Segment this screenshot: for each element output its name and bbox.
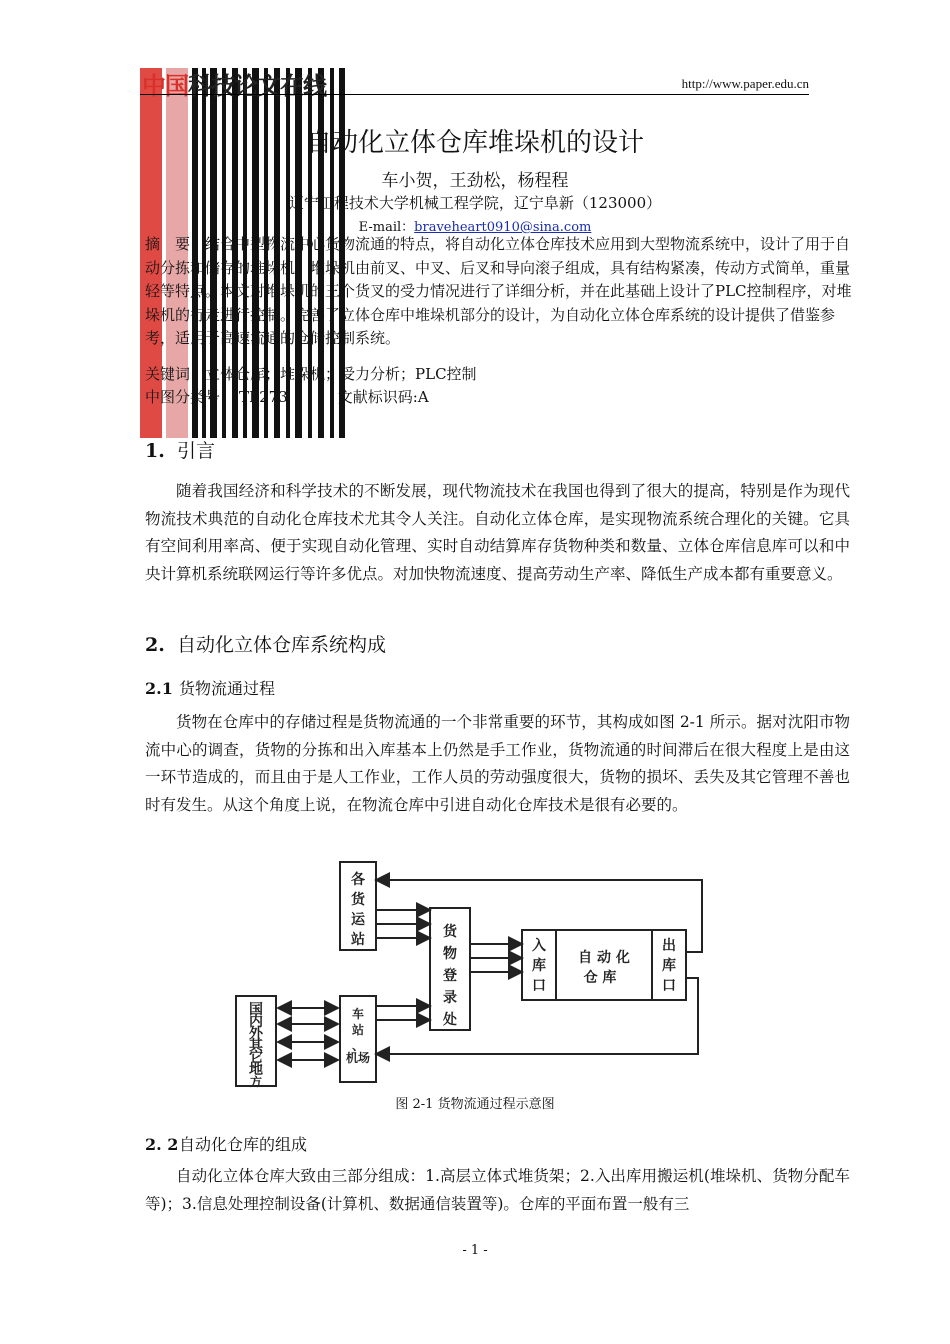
header-rule [140,94,809,95]
doc-code-label: 文献标识码: [337,388,418,406]
keywords-text: 立体仓库；堆垛机；受力分析；PLC控制 [205,365,477,383]
registry-char-2: 物 [443,946,457,962]
clc-value: TP273 [239,388,288,406]
outbound-char-3: 口 [662,978,676,994]
stations-char-2: 货 [351,892,365,908]
registry-char-1: 货 [443,924,457,940]
stations-char-4: 站 [351,932,365,948]
transport-char-1: 车 [351,1007,365,1021]
domestic-char-6: 地 [249,1062,263,1078]
journal-logo [142,66,326,101]
logo-red-text: 中国 [142,72,188,100]
registry-char-5: 处 [443,1012,457,1028]
abstract-label: 摘 要： [145,235,206,253]
domestic-char-2: 内 [249,1014,263,1030]
page-number: - 1 - [462,1243,488,1258]
email-label: E-mail： [358,220,415,235]
header-url[interactable]: http://www.paper.edu.cn [681,76,809,91]
section-title: 引言 [177,440,216,462]
keywords-label: 关键词： [145,365,206,383]
goods-flow-diagram [232,858,712,1090]
keywords [145,363,477,384]
registry-char-3: 登 [443,968,457,984]
authors: 车小贺，王劲松，杨程程 [381,171,569,191]
figure-caption: 图 2-1 货物流通过程示意图 [395,1097,555,1112]
registry-char-4: 录 [443,990,457,1006]
subsection-title: 货物流通过程 [179,679,276,698]
subsection-title: 自动化仓库的组成 [179,1135,308,1154]
logo-black-text: 科技论文在线 [188,72,326,100]
warehouse-line-2: 仓 库 [583,970,617,986]
paragraph-intro: 随着我国经济和科学技术的不断发展，现代物流技术在我国也得到了很大的提高，特别是作为现代物流技术典范的自动化仓库技术尤其令人关注。自动化立体仓库，是实现物流系统合理化的关键。它具有空间利用率高、便于实现自动化管理、实时自动结算库存货物种类和数量、立体仓库信息库可以和中央计算机系统联网运行等许多优点。对加快物流速度、提高劳动生产率、降低生产成本都有重要意义。 [145,482,850,583]
inbound-char-1: 入 [532,938,546,954]
inbound-char-3: 口 [532,978,546,994]
subsection-heading-2-1 [145,676,275,699]
section-title: 自动化立体仓库系统构成 [177,634,387,656]
warehouse-line-1: 自 动 化 [578,950,630,966]
paragraph-goods-flow: 货物在仓库中的存储过程是货物流通的一个非常重要的环节，其构成如图 2-1 所示。据对沈阳市物流中心的调查，货物的分拣和出入库基本上仍然是手工作业，货物流通的时间滞后在很大程度上是由这一环节造成的，而且由于是人工作业，工作人员的劳动强度很大，货物的损坏、丢失及其它管理不善也时有发生。从这个角度上说，在物流仓库中引进自动化仓库技术是很有必要的。 [145,713,850,814]
transport-char-2: 站 [351,1023,365,1037]
domestic-char-1: 国 [249,1002,263,1018]
domestic-char-7: 方 [249,1075,263,1089]
transport-char-3: 、 [351,1039,365,1053]
section-heading-2 [145,630,386,657]
subsection-number: 2.1 [145,679,173,698]
stations-char-3: 运 [351,912,365,928]
subsection-heading-2-2 [145,1132,307,1155]
classification [145,386,429,407]
inbound-char-2: 库 [532,958,546,974]
domestic-char-5: 它 [249,1050,263,1066]
doc-code-value: A [417,388,429,406]
section-number: 1. [145,440,165,462]
abstract [145,233,857,351]
paper-title: 自动化立体仓库堆垛机的设计 [305,128,644,158]
domestic-char-3: 外 [249,1026,263,1042]
section-number: 2. [145,634,165,656]
transport-line-2: 机场 [345,1051,371,1065]
clc-label: 中图分类号： [145,388,236,406]
section-heading-1 [145,436,215,463]
outbound-char-2: 库 [662,958,676,974]
email-link[interactable]: braveheart0910@sina.com [414,220,592,235]
stations-char-1: 各 [351,872,365,888]
affiliation: 辽宁工程技术大学机械工程学院，辽宁阜新（123000） [288,194,662,212]
outbound-char-1: 出 [662,938,676,954]
paragraph-composition: 自动化立体仓库大致由三部分组成：1.高层立体式堆货架；2.入出库用搬运机(堆垛机、货物分配车等)；3.信息处理控制设备(计算机、数据通信装置等)。仓库的平面布置一般有三 [145,1167,850,1213]
subsection-number: 2. 2 [145,1135,179,1154]
domestic-char-4: 其 [249,1038,263,1054]
abstract-text: 结合中型物流中心货物流通的特点，将自动化立体仓库技术应用到大型物流系统中，设计了用于自动分拣和储存的堆垛机。堆垛机由前叉、中叉、后叉和导向滚子组成，具有结构紧凑，传动方式简单，重量轻等特点。本文对堆垛机的三个货叉的受力情况进行了详细分析，并在此基础上设计了PLC控制程序，对堆垛机的行走进行控制。完善了立体仓库中堆垛机部分的设计，为自动化立体仓库系统的设计提供了借鉴参考，适用于高速流通的仓储控制系统。 [145,235,852,348]
